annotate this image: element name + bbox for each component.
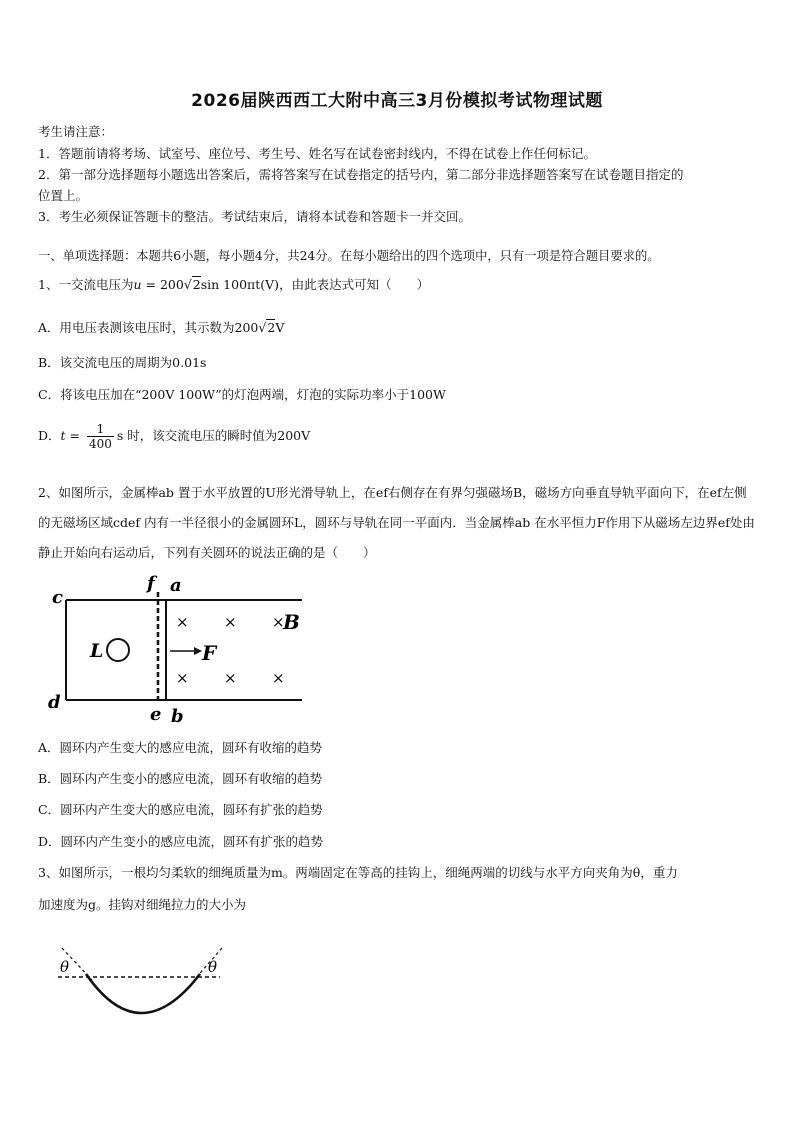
label-a: a [170, 575, 182, 596]
q1-option-d-text: s 时，该交流电压的瞬时值为200V [116, 428, 311, 443]
q1-option-d [38, 422, 310, 451]
notice-item: 1．答题前请将考场、试室号、座位号、考生号、姓名写在试卷密封线内，不得在试卷上作任何标记。 [38, 146, 596, 161]
q1-stem-prefix: 1、一交流电压为 [38, 277, 134, 292]
question-3-stem-line2: 加速度为g。挂钩对细绳拉力的大小为 [38, 897, 247, 912]
notice-item: 3．考生必须保证答题卡的整洁。考试结束后，请将本试卷和答题卡一并交回。 [38, 209, 471, 224]
q1-formula-u: u [133, 277, 142, 292]
q1-formula-eq: = 200 [141, 277, 184, 292]
q1-option-a-value: 200 [234, 320, 259, 335]
label-F: F [202, 641, 217, 665]
label-d: d [48, 692, 61, 713]
q1-sqrt-sign: √ [183, 277, 192, 292]
field-cross: × [176, 669, 189, 687]
q2-option-c: C．圆环内产生变大的感应电流，圆环有扩张的趋势 [38, 802, 323, 817]
q1-option-c: C．将该电压加在“200V 100W”的灯泡两端，灯泡的实际功率小于100W [38, 387, 446, 402]
q2-rail-figure [40, 570, 310, 730]
field-cross: × [224, 613, 237, 631]
theta-right-label: θ [208, 958, 218, 976]
q1-option-a-unit: V [275, 320, 285, 335]
q2-option-d: D．圆环内产生变小的感应电流，圆环有扩张的趋势 [38, 834, 324, 849]
fraction-denominator: 400 [88, 437, 112, 451]
q3-rope-figure [50, 942, 240, 1022]
label-L: L [90, 640, 104, 662]
force-arrowhead [194, 647, 202, 655]
label-f: f [147, 573, 155, 594]
field-cross: × [272, 669, 285, 687]
q1-option-a-text: A．用电压表测该电压时，其示数为 [38, 320, 235, 335]
field-cross: × [176, 613, 189, 631]
q1-option-d-t: t [60, 428, 66, 443]
label-c: c [52, 587, 63, 608]
field-cross: × [224, 669, 237, 687]
q1-option-b: B．该交流电压的周期为0.01s [38, 355, 207, 370]
q1-option-a-root: 2 [267, 320, 276, 335]
question-3-stem-line1: 3、如图所示，一根均匀柔软的细绳质量为m。两端固定在等高的挂钩上，细绳两端的切线与水平方向夹角为θ，重力 [38, 865, 678, 880]
q2-option-a: A．圆环内产生变大的感应电流，圆环有收缩的趋势 [38, 740, 323, 755]
label-B: B [283, 610, 300, 634]
section-heading: 一、单项选择题：本题共6小题，每小题4分，共24分。在每小题给出的四个选项中，只有一项是符合题目要求的。 [38, 249, 660, 263]
q1-option-a-sqrt-sign: √ [258, 320, 267, 335]
ring-L [107, 639, 129, 661]
label-b: b [171, 706, 184, 727]
q2-option-b: B．圆环内产生变小的感应电流，圆环有收缩的趋势 [38, 771, 323, 786]
q1-stem-suffix: ，由此表达式可知（ ） [279, 277, 430, 292]
q1-option-a [38, 318, 284, 336]
notice-item: 2．第一部分选择题每小题选出答案后，需将答案写在试卷指定的括号内，第二部分非选择题答案写在试卷题目指定的 [38, 167, 684, 182]
q1-option-d-label: D． [38, 428, 61, 443]
fraction-numerator: 1 [87, 422, 114, 437]
question-1-stem [38, 275, 429, 293]
label-e: e [150, 704, 162, 725]
q1-formula-tail: sin 100πt(V) [200, 277, 280, 292]
page-title: 2026届陕西西工大附中高三3月份模拟考试物理试题 [191, 91, 603, 111]
notice-item: 位置上。 [38, 188, 89, 203]
question-2-stem: 2、如图所示，金属棒ab 置于水平放置的U形光滑导轨上，在ef右侧存在有界匀强磁场B，磁场方向垂直导轨平面向下，在ef左侧的无磁场区域cdef 内有一半径很小的金属圆环L，圆环与导轨在同一平面内．当金属棒ab 在水平恒力F作用下从磁场左边界ef处由静止开始向右运动后，下列有关圆环的说法正确的是（ ） [38, 485, 755, 560]
field-cross: × [272, 613, 285, 631]
q1-formula-root: 2 [192, 277, 201, 292]
rope [86, 974, 200, 1013]
theta-left-label: θ [60, 958, 70, 976]
q1-option-d-eq: = [65, 428, 84, 443]
notice-heading: 考生请注意： [38, 124, 114, 139]
q1-option-d-fraction [87, 422, 114, 451]
